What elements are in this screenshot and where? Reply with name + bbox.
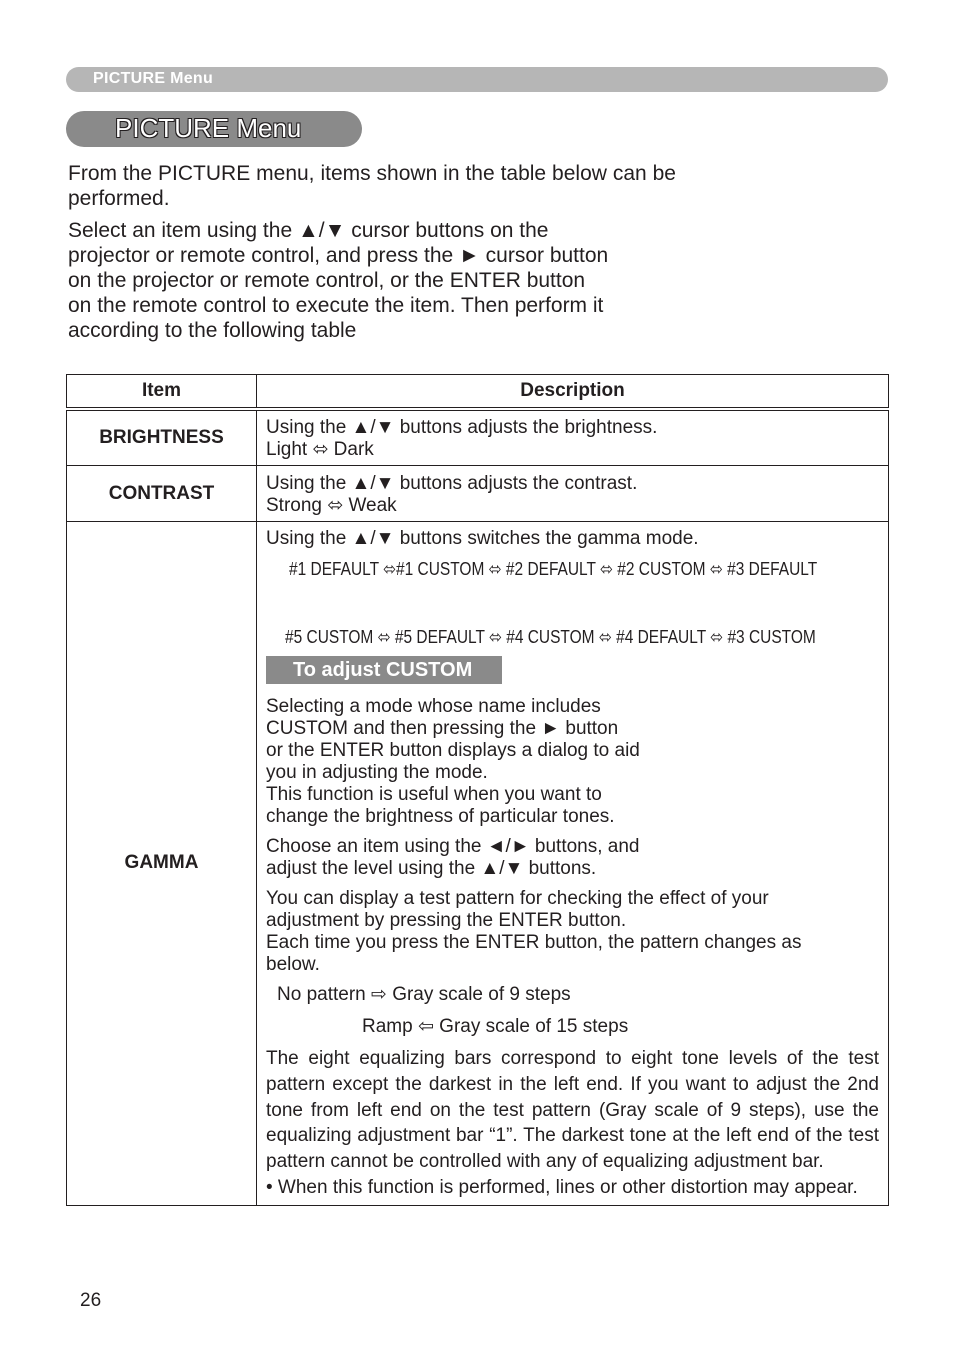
column-header-item: Item — [67, 375, 257, 410]
custom-line: Selecting a mode whose name includes — [266, 696, 601, 717]
description-contrast — [257, 466, 889, 522]
table-row-brightness — [67, 409, 889, 466]
description-brightness — [257, 409, 889, 466]
custom-line: below. — [266, 954, 320, 975]
picture-menu-table — [66, 374, 889, 1206]
intro-line: Select an item using the ▲/▼ cursor buttons on the — [68, 219, 549, 242]
intro-paragraph-2 — [68, 218, 676, 343]
description-line: Light ⬄ Dark — [266, 439, 374, 460]
custom-line: or the ENTER button displays a dialog to aid — [266, 740, 640, 761]
custom-line: Each time you press the ENTER button, the pattern changes as — [266, 932, 802, 953]
custom-line: You can display a test pattern for checking the effect of your — [266, 888, 769, 909]
page-number: 26 — [80, 1290, 102, 1311]
section-header-bar — [66, 67, 888, 92]
item-brightness: BRIGHTNESS — [67, 409, 257, 466]
description-gamma — [257, 522, 889, 1206]
distortion-note: • When this function is performed, lines or other distortion may appear. — [266, 1176, 858, 1198]
intro-line: on the remote control to execute the item. Then perform it — [68, 294, 604, 317]
description-line: Using the ▲/▼ buttons adjusts the brightness. — [266, 417, 658, 438]
gamma-sequence-1: #1 DEFAULT ⬄#1 CUSTOM ⬄ #2 DEFAULT ⬄ #2 CUSTOM ⬄ #3 DEFAULT — [289, 559, 818, 579]
item-contrast: CONTRAST — [67, 466, 257, 522]
equalizing-bars-text: The eight equalizing bars correspond to eight tone levels of the test pattern except the darkest in the left end. If you want to adjust the 2nd tone from left end on the test pattern (Gray scale of 9 steps), use the equalizing adjustment bar “1”. The darkest tone at the left end of the test pattern cannot be controlled with any of equalizing adjustment bar. — [266, 1048, 879, 1173]
custom-line: This function is useful when you want to — [266, 784, 602, 805]
column-header-description: Description — [257, 375, 889, 410]
gamma-sequence-2: #5 CUSTOM ⬄ #5 DEFAULT ⬄ #4 CUSTOM ⬄ #4 DEFAULT ⬄ #3 CUSTOM — [285, 627, 816, 647]
table-header-row — [67, 375, 889, 410]
intro-line: projector or remote control, and press the ► cursor button — [68, 244, 609, 267]
page-title: PICTURE Menu — [115, 113, 302, 143]
table-row-contrast — [67, 466, 889, 522]
pattern-step-2: Ramp ⇦ Gray scale of 15 steps — [362, 1016, 629, 1037]
custom-line: adjustment by pressing the ENTER button. — [266, 910, 627, 931]
custom-line: Choose an item using the ◄/► buttons, and — [266, 836, 640, 857]
page-title-banner — [66, 111, 362, 147]
custom-heading: To adjust CUSTOM — [293, 659, 473, 681]
intro-paragraph-1: From the PICTURE menu, items shown in the table below can be performed. — [68, 162, 676, 210]
description-line: Using the ▲/▼ buttons adjusts the contrast. — [266, 472, 638, 494]
custom-line: you in adjusting the mode. — [266, 762, 488, 783]
description-line: Strong ⬄ Weak — [266, 494, 397, 516]
pattern-step-1: No pattern ⇨ Gray scale of 9 steps — [277, 984, 571, 1005]
item-gamma: GAMMA — [67, 522, 257, 1206]
intro-line: according to the following table — [68, 319, 357, 342]
custom-line: change the brightness of particular tones. — [266, 806, 615, 827]
custom-heading-bar — [266, 656, 502, 684]
intro-line: on the projector or remote control, or the ENTER button — [68, 269, 586, 292]
custom-line: adjust the level using the ▲/▼ buttons. — [266, 858, 597, 879]
section-label: PICTURE Menu — [93, 70, 214, 87]
table-row-gamma — [67, 522, 889, 1206]
gamma-intro: Using the ▲/▼ buttons switches the gamma mode. — [266, 528, 699, 549]
custom-line: CUSTOM and then pressing the ► button — [266, 718, 619, 739]
